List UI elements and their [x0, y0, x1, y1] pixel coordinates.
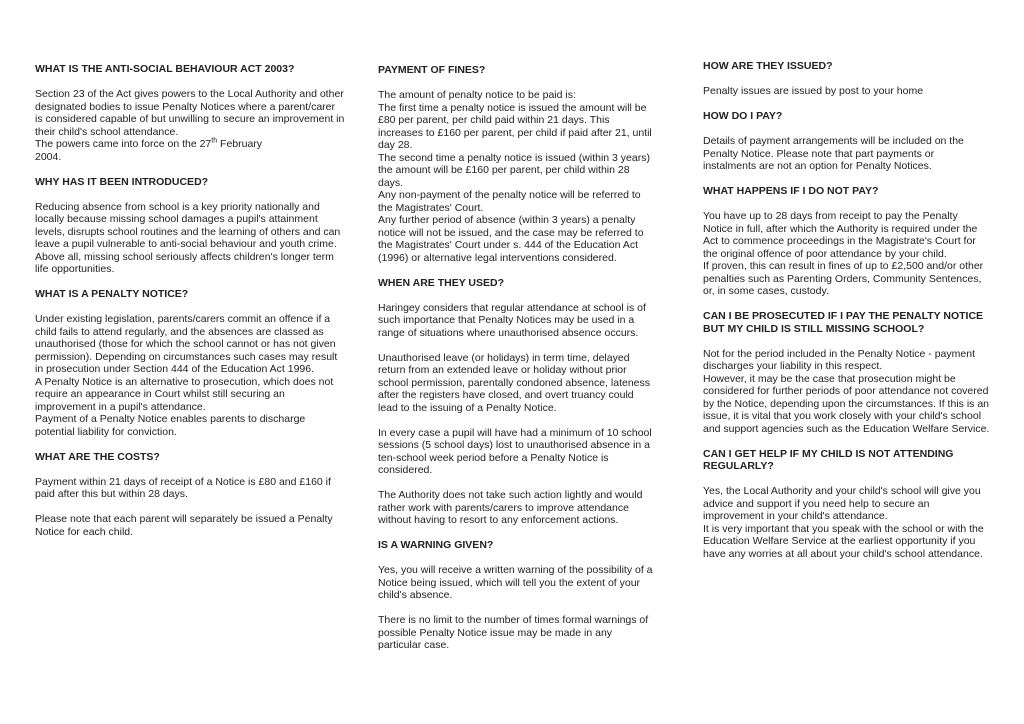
paragraph: Payment within 21 days of receipt of a Notice is £80 and £160 if paid after this but within 28 days. [35, 475, 331, 500]
paragraph: Details of payment arrangements will be included on the Penalty Notice. Please note that part payments or instalments are not an option for Penalty Notices. [703, 135, 964, 172]
column-right [703, 60, 990, 560]
paragraph: Not for the period included in the Penalty Notice - payment discharges your liability in this respect. [703, 347, 975, 372]
paragraph: In every case a pupil will have had a minimum of 10 school sessions (5 school days) lost to unauthorised absence in a ten-school week period before a Penalty Notice is considered. [378, 426, 652, 476]
paragraph: The first time a penalty notice is issued the amount will be £80 per parent, per child paid within 21 days. This increases to £160 per parent, per child if paid after 21, until day 28. [378, 101, 652, 151]
section-heading: WHAT IS A PENALTY NOTICE? [35, 288, 189, 300]
paragraph: Payment of a Penalty Notice enables parents to discharge potential liability for conviction. [35, 413, 306, 438]
paragraph: The powers came into force on the 27th February 2004. [35, 137, 263, 163]
paragraph: Under existing legislation, parents/carers commit an offence if a child fails to attend regularly, and the absences are classed as unauthorised (those for which the school cannot or has not given permission). Depending on circumstances such cases may result in prosecution under Section 444 of the Education Act 1996. [35, 313, 338, 375]
paragraph: If proven, this can result in fines of up to £2,500 and/or other penalties such as Parenting Orders, Community Sentences, or, in some cases, custody. [703, 260, 984, 297]
paragraph: Haringey considers that regular attendance at school is of such importance that Penalty Notices may be used in a range of situations where unauthorised absence occurs. [378, 301, 646, 339]
section-heading: HOW ARE THEY ISSUED? [703, 60, 833, 72]
section-heading: IS A WARNING GIVEN? [378, 539, 494, 551]
section-heading: CAN I GET HELP IF MY CHILD IS NOT ATTENDING REGULARLY? [703, 447, 954, 472]
paragraph: There is no limit to the number of times formal warnings of possible Penalty Notice issue may be made in any particular case. [378, 614, 649, 651]
section-heading: WHEN ARE THEY USED? [378, 276, 505, 289]
paragraph: The Authority does not take such action lightly and would rather work with parents/carers to improve attendance without having to resort to any enforcement actions. [378, 489, 643, 526]
paragraph: Penalty issues are issued by post to your home [703, 85, 924, 97]
section-heading: HOW DO I PAY? [703, 110, 783, 122]
paragraph: Section 23 of the Act gives powers to the Local Authority and other designated bodies to issue Penalty Notices where a parent/carer is considered capable of but unwilling to secure an improvement in their child's school attendance. [35, 88, 345, 138]
paragraph: Unauthorised leave (or holidays) in term time, delayed return from an extended leave or holiday without prior school permission, parentally condoned absence, lateness after the registers have closed, and overt truancy could lead to the issuing of a Penalty Notice. [378, 351, 651, 414]
paragraph: The amount of penalty notice to be paid is: [378, 89, 576, 101]
column-left [35, 63, 345, 538]
section-heading: PAYMENT OF FINES? [378, 64, 486, 76]
column-middle [378, 64, 655, 652]
paragraph: The second time a penalty notice is issued (within 3 years) the amount will be £160 per parent, per child within 28 days. [378, 151, 650, 189]
section-heading: WHAT HAPPENS IF I DO NOT PAY? [703, 185, 879, 197]
paragraph: It is very important that you speak with the school or with the Education Welfare Service at the earliest opportunity if you have any worries at all about your child's school attendance. [703, 522, 984, 560]
paragraph: Above all, missing school seriously affects children's longer term life opportunities. [35, 250, 334, 275]
paragraph: A Penalty Notice is an alternative to prosecution, which does not require an appearance in Court whilst still securing an improvement in a pupil's attendance. [35, 375, 334, 413]
paragraph: Any further period of absence (within 3 years) a penalty notice will not be issued, and the case may be referred to the Magistrates' Court under s. 444 of the Education Act (1996) or alternative legal interventions considered. [378, 214, 644, 264]
section-heading: WHAT IS THE ANTI-SOCIAL BEHAVIOUR ACT 2003? [35, 63, 295, 75]
paragraph: Please note that each parent will separately be issued a Penalty Notice for each child. [35, 513, 333, 538]
section-heading: CAN I BE PROSECUTED IF I PAY THE PENALTY NOTICE BUT MY CHILD IS STILL MISSING SCHOOL? [703, 310, 984, 335]
section-heading: WHAT ARE THE COSTS? [35, 450, 160, 463]
paragraph: Reducing absence from school is a key priority nationally and locally because missing school damages a pupil's attainment levels, disrupts school routines and the learning of others and can leave a pupil vulnerable to anti-social behaviour and youth crime. [35, 200, 341, 250]
paragraph: However, it may be the case that prosecution might be considered for further periods of poor attendance not covered by the Notice, depending upon the circumstances. If this is an issue, it is vital that you work closely with your child's school and support agencies such as the Education Welfare Service. [703, 372, 990, 435]
section-heading: WHY HAS IT BEEN INTRODUCED? [35, 175, 209, 188]
paragraph: You have up to 28 days from receipt to pay the Penalty Notice in full, after which the Authority is required under the Act to commence proceedings in the Magistrate's Court for the original offence of poor attendance by your child. [703, 210, 978, 260]
paragraph: Yes, you will receive a written warning of the possibility of a Notice being issued, which will tell you the extent of your child's absence. [378, 564, 653, 601]
paragraph: Any non-payment of the penalty notice will be referred to the Magistrates' Court. [378, 189, 641, 214]
paragraph: Yes, the Local Authority and your child's school will give you advice and support if you need help to secure an improvement in your child's attendance. [703, 485, 981, 522]
